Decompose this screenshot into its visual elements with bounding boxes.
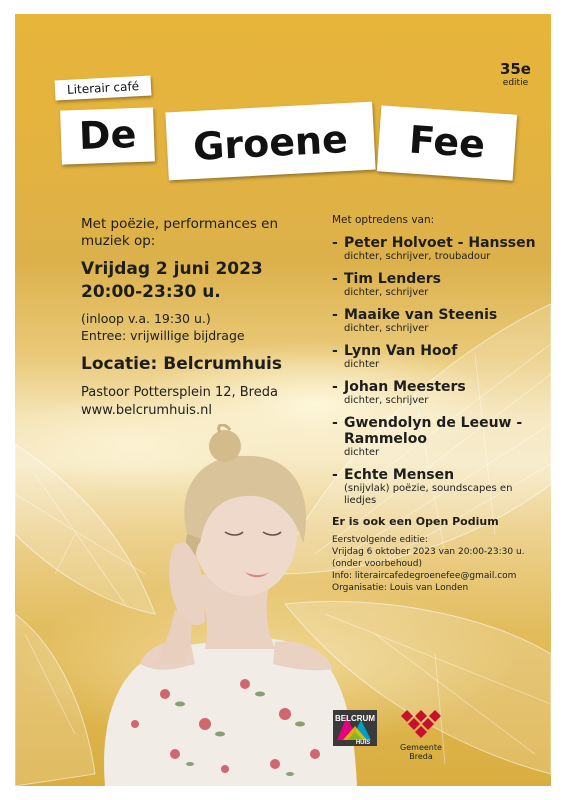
- edition-label: editie: [502, 78, 529, 88]
- info-email: Info: literaircafedegroenefee@gmail.com: [332, 571, 517, 581]
- performers-section: [332, 214, 547, 594]
- gemeente-breda-logo-icon: [401, 708, 441, 738]
- location-title: Locatie: Belcrumhuis: [81, 354, 283, 374]
- edition-badge: [500, 60, 531, 88]
- next-edition-info: [332, 534, 547, 594]
- belcrum-logo-text-top: BELCRUM: [335, 714, 375, 723]
- performer-name: - Johan Meesters: [332, 379, 547, 395]
- entry-fee: Entree: vrijwillige bijdrage: [81, 328, 245, 343]
- performer-role: dichter, schrijver: [344, 323, 429, 334]
- next-edition-note: (onder voorbehoud): [332, 559, 422, 569]
- website-link: www.belcrumhuis.nl: [81, 403, 212, 418]
- walkin-time: (inloop v.a. 19:30 u.): [81, 311, 211, 326]
- belcrum-logo-icon: [333, 710, 377, 746]
- performer-name: - Gwendolyn de Leeuw - Rammeloo: [332, 415, 547, 447]
- performer-role: dichter: [344, 447, 380, 458]
- event-date: Vrijdag 2 juni 2023: [81, 259, 263, 279]
- performer-role: dichter: [344, 359, 380, 370]
- event-time: 20:00-23:30 u.: [81, 282, 221, 302]
- gemeente-breda-logo: [391, 708, 451, 761]
- subtitle-tag: Literair café: [55, 76, 152, 101]
- performer-name: - Echte Mensen: [332, 467, 547, 483]
- organizer: Organisatie: Louis van Londen: [332, 583, 469, 593]
- performer-role: dichter, schrijver: [344, 287, 429, 298]
- poster: [15, 14, 551, 786]
- performer-role: dichter, schrijver: [344, 395, 429, 406]
- event-info: [81, 216, 321, 419]
- performer-item: [332, 415, 547, 459]
- performer-item: [332, 467, 547, 507]
- performer-name: - Lynn Van Hoof: [332, 343, 547, 359]
- performer-item: [332, 379, 547, 407]
- address: Pastoor Pottersplein 12, Breda: [81, 385, 278, 400]
- performer-item: [332, 235, 547, 263]
- performer-item: [332, 343, 547, 371]
- performer-item: [332, 307, 547, 335]
- performer-name: - Tim Lenders: [332, 271, 547, 287]
- title-word-de: De: [60, 107, 155, 164]
- open-podium-note: Er is ook een Open Podium: [332, 515, 499, 528]
- edition-number: 35e: [499, 60, 531, 78]
- performer-name: - Peter Holvoet - Hanssen: [332, 235, 547, 251]
- gemeente-breda-label: Gemeente Breda: [400, 743, 442, 761]
- next-edition-title: Eerstvolgende editie:: [332, 535, 428, 545]
- intro-text: Met poëzie, performances en muziek op:: [81, 216, 279, 249]
- performer-name: - Maaike van Steenis: [332, 307, 547, 323]
- title-word-fee: Fee: [377, 105, 517, 180]
- next-edition-date: Vrijdag 6 oktober 2023 van 20:00-23:30 u.: [332, 547, 525, 557]
- performer-role: dichter, schrijver, troubadour: [344, 251, 491, 262]
- performer-item: [332, 271, 547, 299]
- title-word-groene: Groene: [165, 102, 375, 181]
- performer-role: (snijvlak) poëzie, soundscapes en liedjes: [344, 483, 513, 506]
- belcrum-logo-text-bottom: HUIS: [355, 740, 371, 746]
- performers-header: Met optredens van:: [332, 214, 435, 226]
